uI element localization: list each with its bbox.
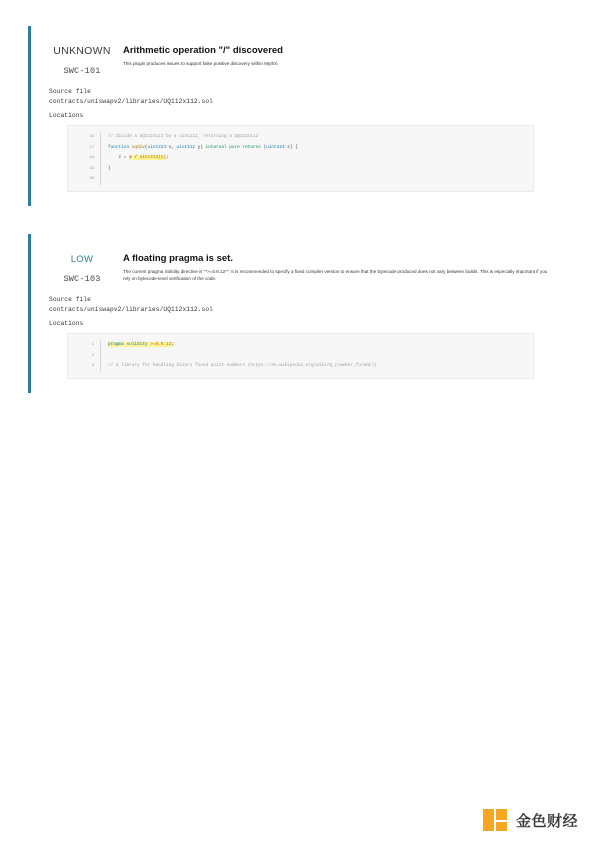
line-number: 17 xyxy=(89,145,94,150)
finding-description: This plugin produces issues to support false positive discovery within MythX. xyxy=(123,61,279,66)
locations-label: Locations xyxy=(49,319,84,327)
source-file-label: Source file xyxy=(49,88,91,95)
finding-description: The current pragma Solidity directive is "*>=0.6.12*". It is recommended to specify a fixed compiler version to ensure that the bytecode produced does not vary between builds. This is especially important if you rely on bytecode-level verification of the code. xyxy=(123,268,548,281)
finding-meta xyxy=(31,88,552,119)
code-gutter xyxy=(100,340,101,351)
severity-block xyxy=(49,252,115,284)
status-badge: UNKNOWN xyxy=(53,45,111,57)
line-number: 19 xyxy=(89,166,94,171)
status-badge: LOW xyxy=(70,253,94,265)
code-content: } xyxy=(108,165,111,171)
code-gutter xyxy=(100,361,101,372)
code-line xyxy=(68,174,533,185)
watermark-label: 金色财经 xyxy=(515,812,578,830)
line-number: 20 xyxy=(89,177,94,182)
code-gutter xyxy=(100,153,101,164)
finding-text xyxy=(115,252,552,282)
code-content: function uqdiv(uint224 x, uint112 y) internal pure returns (uint224 z) { xyxy=(108,144,298,150)
logo-icon xyxy=(483,807,509,833)
line-number: 18 xyxy=(89,156,94,161)
finding-text xyxy=(115,44,552,68)
source-file-path: contracts/uniswapv2/libraries/UQ112x112.sol xyxy=(49,305,213,313)
watermark xyxy=(483,807,578,833)
code-gutter xyxy=(100,351,101,362)
code-content: pragma solidity >=0.6.12; xyxy=(108,341,174,347)
code-gutter xyxy=(100,164,101,175)
code-line xyxy=(68,361,533,372)
code-line xyxy=(68,164,533,175)
code-content xyxy=(108,351,111,361)
code-block xyxy=(67,125,534,192)
line-number: 1 xyxy=(91,342,94,347)
page-title: A floating pragma is set. xyxy=(123,252,233,264)
line-number: 3 xyxy=(91,364,94,369)
line-number: 16 xyxy=(89,135,94,139)
code-content xyxy=(108,174,111,184)
code-line xyxy=(68,153,533,164)
code-content: // divide a UQ112x112 by a uint112, returning a UQ112x112 xyxy=(108,134,259,139)
finding-header xyxy=(31,44,552,76)
code-block xyxy=(67,333,534,379)
severity-block xyxy=(49,44,115,76)
code-gutter xyxy=(100,143,101,154)
finding-card xyxy=(28,26,552,206)
report-body xyxy=(0,0,600,393)
code-line xyxy=(68,143,533,154)
line-number: 2 xyxy=(91,353,94,358)
finding-meta xyxy=(31,296,552,327)
finding-header xyxy=(31,252,552,284)
code-content: z = x / uint224(y); xyxy=(108,155,169,161)
code-gutter xyxy=(100,174,101,185)
code-line xyxy=(68,351,533,362)
swc-identifier: SWC-103 xyxy=(63,273,101,284)
source-file-label: Source file xyxy=(49,295,91,303)
code-content: // a library for handling binary fixed point numbers (https://en.wikipedia.org/wiki/Q_(number_format)) xyxy=(108,363,377,369)
locations-label: Locations xyxy=(49,112,84,119)
code-line xyxy=(68,340,533,351)
page-title: Arithmetic operation "/" discovered xyxy=(123,45,283,56)
code-gutter xyxy=(100,132,101,143)
source-file-path: contracts/uniswapv2/libraries/UQ112x112.sol xyxy=(49,98,213,105)
swc-identifier: SWC-101 xyxy=(63,66,101,76)
finding-card xyxy=(28,234,552,393)
code-line xyxy=(68,132,533,143)
